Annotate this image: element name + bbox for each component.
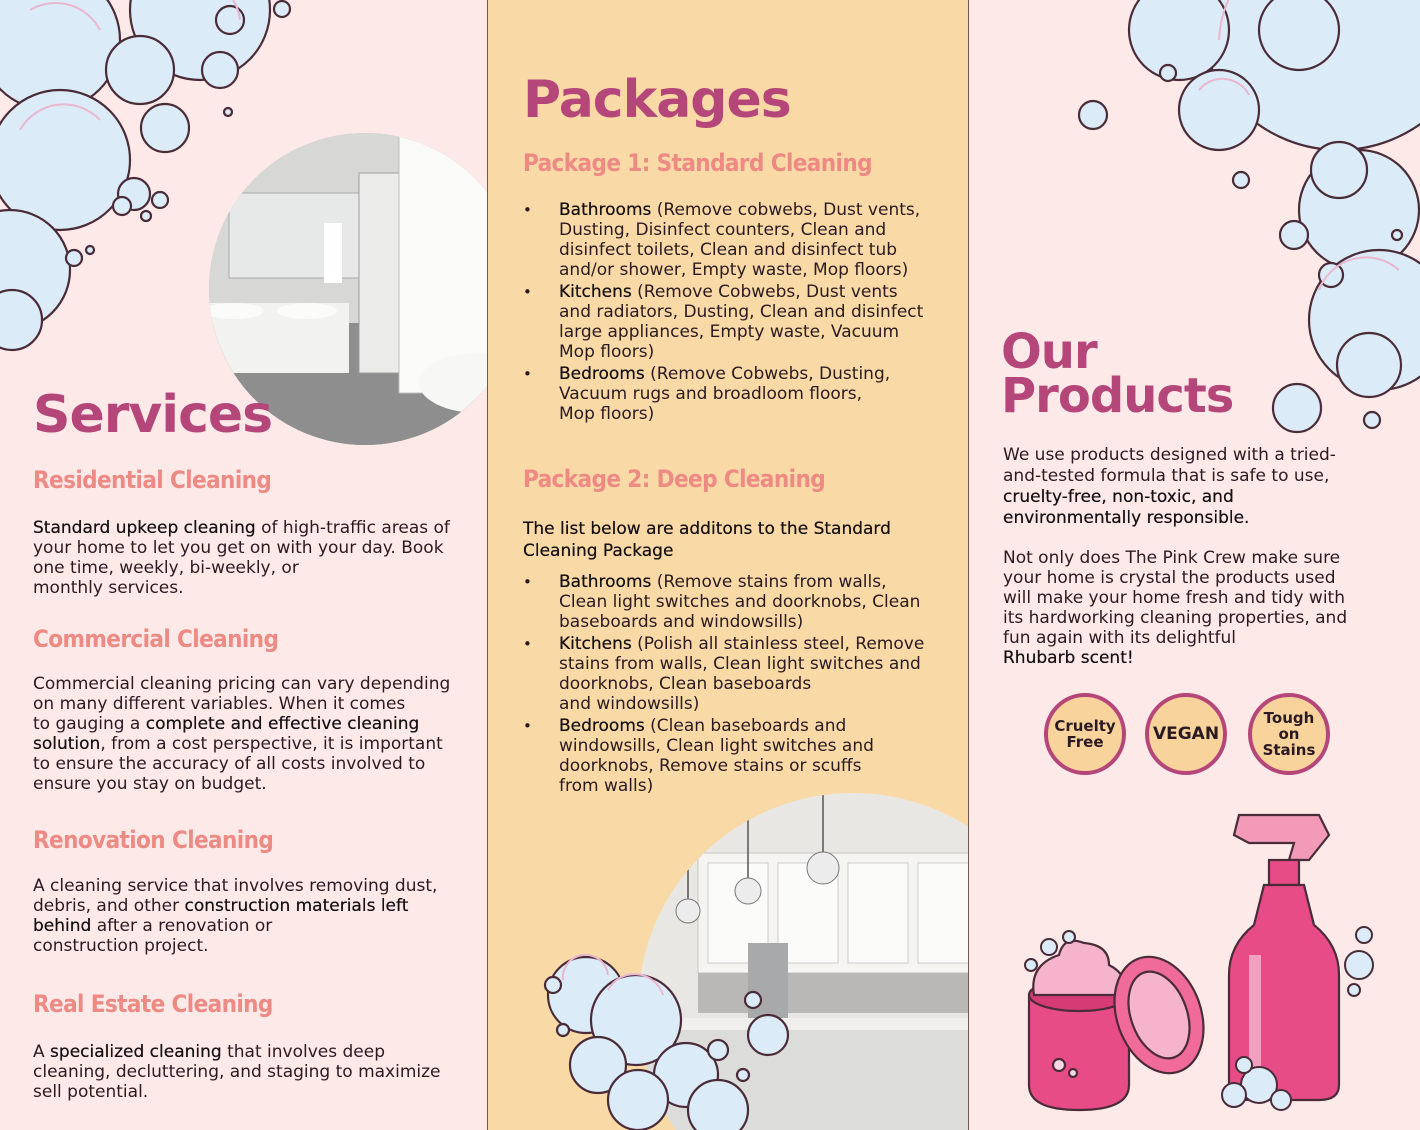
services-panel <box>0 0 487 1130</box>
list-item <box>523 282 933 362</box>
room-tasks: (Clean baseboards and windowsills, Clean light switches and doorknobs, Remove stains or scuffs from walls) <box>559 716 874 796</box>
list-item <box>523 364 933 424</box>
services-title: Services <box>33 385 273 445</box>
package2-list <box>523 572 933 798</box>
room-tasks: (Remove cobwebs, Dust vents, Dusting, Disinfect counters, Clean and disinfect toilets, Clean and disinfect tub and/or shower, Empty waste, Mop floors) <box>559 200 921 280</box>
room-label: Kitchens <box>559 634 632 654</box>
products-panel <box>969 0 1420 1130</box>
residential-text: Standard upkeep cleaning of high-traffic areas of your home to let you get on with your day. Book one time, weekly, bi-weekly, or monthly services. <box>33 518 450 598</box>
badge-text: Cruelty <box>1054 717 1116 735</box>
products-title-line1: Our <box>1001 324 1097 380</box>
real-estate-text: A specialized cleaning that involves deep cleaning, decluttering, and staging to maximize sell potential. <box>33 1042 441 1102</box>
room-label: Kitchens <box>559 282 632 302</box>
badge-text: Tough <box>1263 709 1315 727</box>
package1-heading: Package 1: Standard Cleaning <box>523 149 872 177</box>
real-estate-heading: Real Estate Cleaning <box>33 990 273 1018</box>
room-label: Bedrooms <box>559 364 645 384</box>
room-tasks: (Remove Cobwebs, Dust vents and radiators, Dusting, Clean and disinfect large appliances, Empty waste, Vacuum Mop floors) <box>559 282 924 362</box>
room-tasks: (Remove stains from walls, Clean light switches and doorknobs, Clean baseboards and windowsills) <box>559 572 921 632</box>
tough-on-stains-badge <box>1248 693 1330 775</box>
products-para2: Not only does The Pink Crew make sure your home is crystal the products used will make your home fresh and tidy with its hardworking cleaning properties, and fun again with its delightful Rhubarb scent! <box>1003 548 1348 668</box>
badge-text: VEGAN <box>1152 724 1220 744</box>
list-item <box>523 716 933 796</box>
products-para1: We use products designed with a tried-and-tested formula that is safe to use, cruelty-free, non-toxic, and environmentally responsible. <box>1003 445 1336 528</box>
renovation-text: A cleaning service that involves removing dust, debris, and other construction materials left behind after a renovation or construction project. <box>33 876 438 956</box>
renovation-heading: Renovation Cleaning <box>33 826 274 854</box>
packages-panel <box>487 0 969 1130</box>
commercial-text: Commercial cleaning pricing can vary depending on many different variables. When it comes to gauging a complete and effective cleaning solution, from a cost perspective, it is important to ensure the accuracy of all costs involved to ensure you stay on budget. <box>33 674 451 794</box>
products-title-line2: Products <box>1001 368 1234 424</box>
badge-text: Stains <box>1262 741 1316 759</box>
vegan-badge <box>1145 693 1227 775</box>
package2-heading: Package 2: Deep Cleaning <box>523 465 826 493</box>
list-item <box>523 200 933 280</box>
packages-title: Packages <box>523 70 791 130</box>
commercial-heading: Commercial Cleaning <box>33 625 279 653</box>
package2-intro: The list below are additons to the Standard Cleaning Package <box>523 519 891 561</box>
package1-list <box>523 200 933 426</box>
cream-jar-icon <box>1019 925 1219 1125</box>
spray-bottle-icon <box>1219 815 1389 1115</box>
list-item <box>523 634 933 714</box>
cruelty-free-badge <box>1044 693 1126 775</box>
residential-heading: Residential Cleaning <box>33 466 272 494</box>
products-title <box>1001 324 1234 424</box>
room-label: Bathrooms <box>559 200 652 220</box>
list-item <box>523 572 933 632</box>
bubbles-icon <box>538 940 798 1130</box>
room-tasks: (Remove Cobwebs, Dusting, Vacuum rugs and broadloom floors, Mop floors) <box>559 364 891 424</box>
room-label: Bathrooms <box>559 572 652 592</box>
badge-text: on <box>1278 725 1300 743</box>
room-label: Bedrooms <box>559 716 645 736</box>
badge-text: Free <box>1066 733 1104 751</box>
room-tasks: (Polish all stainless steel, Remove stains from walls, Clean light switches and doorknobs, Clean baseboards and windowsills) <box>559 634 925 714</box>
